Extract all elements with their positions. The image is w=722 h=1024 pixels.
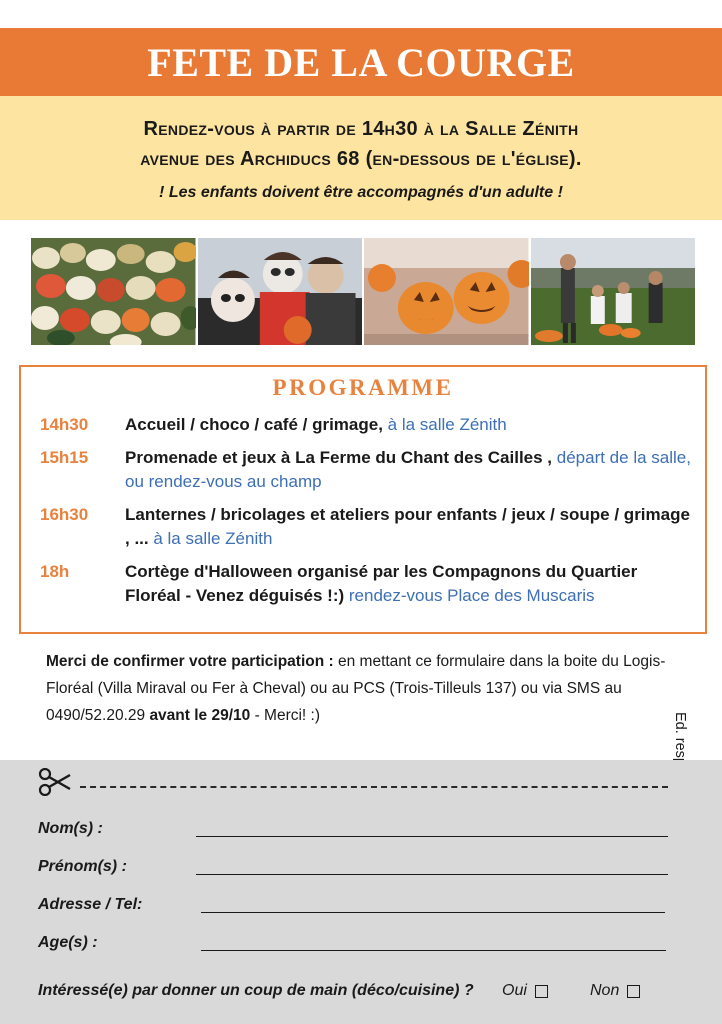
programme-box [19, 365, 707, 634]
info-box [0, 96, 722, 220]
field-label-names: Nom(s) : [38, 820, 103, 837]
programme-time: 18h [40, 562, 70, 581]
help-question: Intéressé(e) par donner un coup de main (déco/cuisine) ? [38, 982, 474, 999]
option-yes-label: Oui [502, 982, 527, 999]
programme-description [125, 560, 691, 608]
programme-location: à la salle Zénith [148, 529, 273, 548]
option-no-label: Non [590, 982, 620, 999]
cut-line [80, 786, 668, 788]
option-yes[interactable] [502, 982, 548, 1000]
programme-description [125, 413, 691, 437]
field-label-ages: Age(s) : [38, 934, 98, 951]
photo-strip [31, 238, 695, 345]
programme-description [125, 446, 691, 494]
field-label-address-tel: Adresse / Tel: [38, 896, 143, 913]
programme-time: 14h30 [40, 415, 89, 434]
programme-heading: PROGRAMME [272, 375, 454, 400]
photo-squashes [31, 238, 196, 345]
programme-item [40, 413, 691, 437]
programme-activity: Cortège d'Halloween organisé par les Compagnons du Quartier Floréal - Venez déguisés !:) [125, 562, 638, 605]
programme-time: 16h30 [40, 505, 89, 524]
field-label-first-names: Prénom(s) : [38, 858, 127, 875]
reply-form [0, 760, 722, 1024]
programme-activity: Lanternes / bricolages et ateliers pour enfants / jeux / soupe / grimage , ... [125, 505, 690, 548]
photo-jack-o-lanterns [364, 238, 529, 345]
info-line-1: Rendez-vous à partir de 14h30 à la Salle Zénith [143, 118, 579, 140]
confirmation-body-2: - Merci! :) [250, 707, 321, 724]
programme-item [40, 560, 691, 608]
first-names-field[interactable] [196, 858, 668, 875]
programme-item [40, 503, 691, 551]
info-warning: ! Les enfants doivent être accompagnés d'un adulte ! [159, 184, 563, 201]
checkbox-icon[interactable] [627, 985, 640, 998]
confirmation-deadline: avant le 29/10 [149, 707, 251, 724]
info-line-2: avenue des Archiducs 68 (en-dessous de l'église). [140, 148, 582, 170]
names-field[interactable] [196, 820, 668, 837]
scissors-icon [38, 768, 72, 796]
programme-location: à la salle Zénith [382, 415, 507, 434]
photo-farm-visit [531, 238, 696, 345]
checkbox-icon[interactable] [535, 985, 548, 998]
programme-time: 15h15 [40, 448, 89, 467]
ages-field[interactable] [201, 934, 666, 951]
option-no[interactable] [590, 982, 640, 1000]
programme-activity: Promenade et jeux à La Ferme du Chant des Cailles , [125, 448, 553, 467]
confirmation-lead: Merci de confirmer votre participation : [46, 653, 334, 670]
title-banner [0, 28, 722, 96]
programme-description [125, 503, 691, 551]
programme-location: départ de la salle, ou rendez-vous au champ [125, 448, 691, 491]
programme-activity: Accueil / choco / café / grimage, [125, 415, 383, 434]
confirmation-body-1: en mettant ce formulaire dans la boite du Logis-Floréal (Villa Miraval ou Fer à Cheval) ou au PCS (Trois-Tilleuls 137) ou via SMS au 0490/52.20.29 [46, 653, 666, 724]
address-tel-field[interactable] [201, 896, 665, 913]
programme-location: rendez-vous Place des Muscaris [344, 586, 595, 605]
programme-item [40, 446, 691, 494]
confirmation-text [46, 648, 676, 729]
page-title: FETE DE LA COURGE [147, 39, 575, 85]
photo-face-painted-children [198, 238, 363, 345]
